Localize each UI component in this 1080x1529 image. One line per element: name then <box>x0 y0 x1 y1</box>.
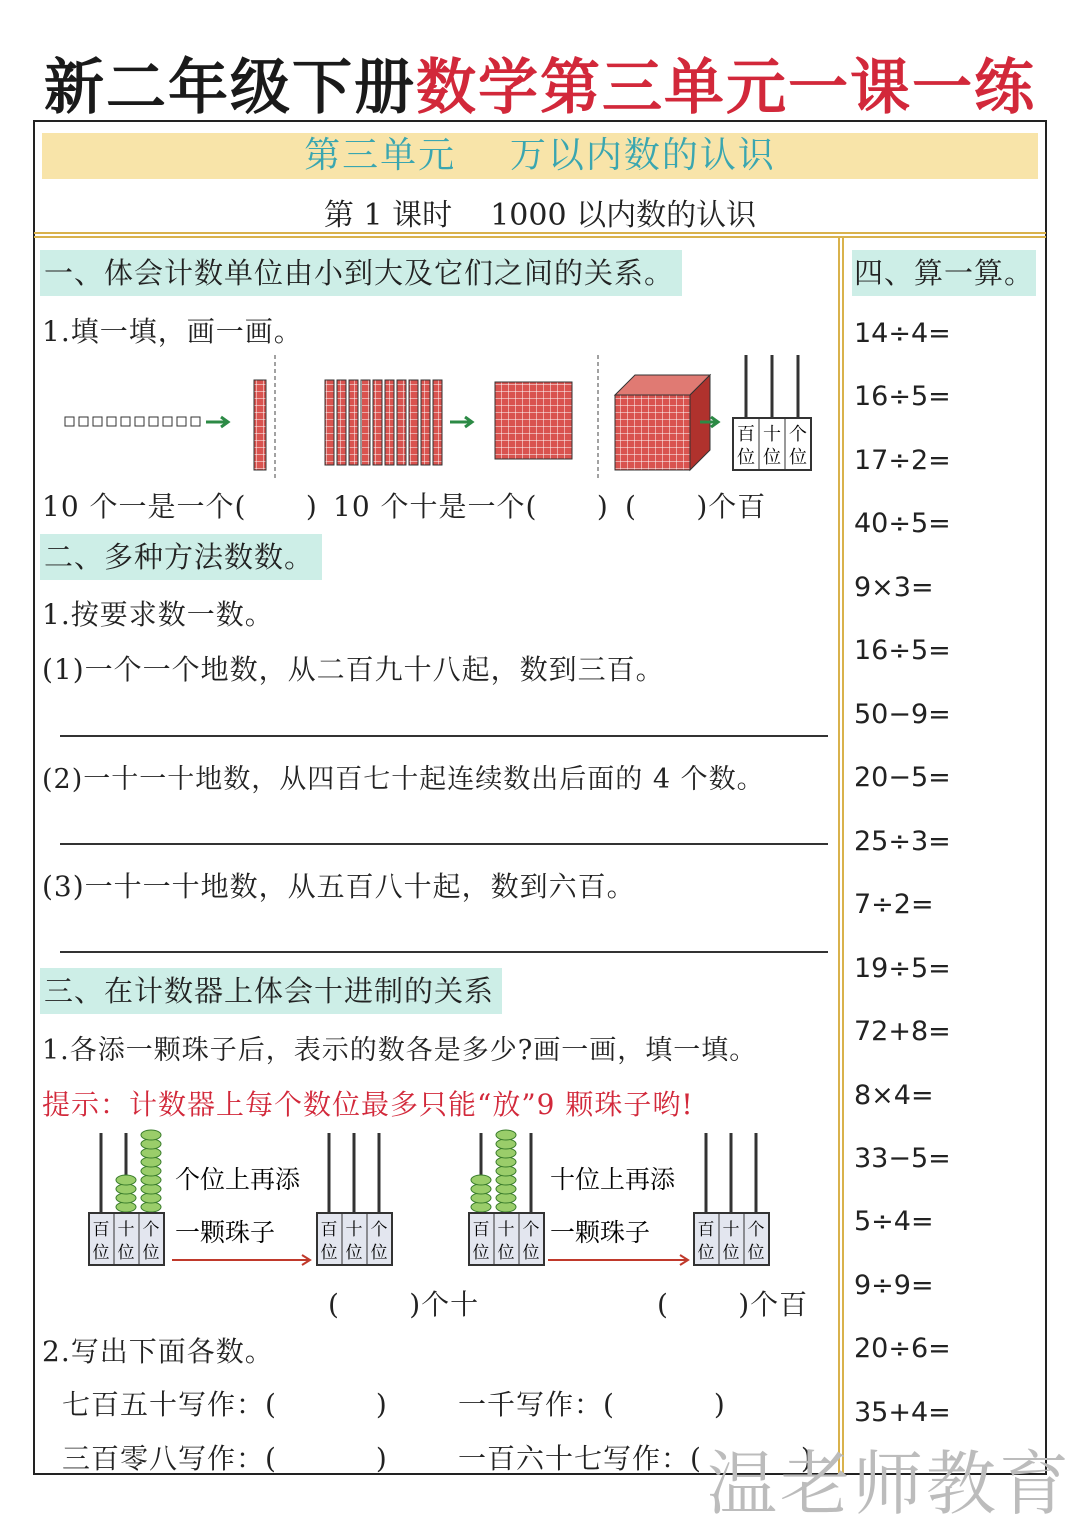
hundred-flat <box>495 382 572 459</box>
watermark: 温老师教育 <box>707 1443 1072 1525</box>
svg-text:位: 位 <box>722 1243 740 1263</box>
place-value-counter <box>733 355 811 470</box>
arrow-icon <box>206 417 228 427</box>
section3-question2: 2.写出下面各数。 <box>42 1335 274 1368</box>
calc-problem[interactable]: 7÷2= <box>854 889 934 920</box>
abacus-b-blank <box>694 1133 769 1265</box>
counting-task-3: (3)一十一十地数，从五百八十起，数到六百。 <box>42 870 636 903</box>
section4-heading: 四、算一算。 <box>852 250 1036 296</box>
counter-label-hundreds: 百 <box>737 424 755 445</box>
calc-problem[interactable]: 25÷3= <box>854 826 951 857</box>
ten-rod <box>254 380 266 470</box>
counter-label-place: 位 <box>737 447 755 468</box>
section1-question1: 1.填一填，画一画。 <box>42 315 303 348</box>
svg-text:百: 百 <box>320 1220 338 1240</box>
svg-text:位: 位 <box>497 1243 515 1263</box>
lesson-title: 第 1 课时 1000 以内数的认识 <box>323 198 757 233</box>
svg-text:位: 位 <box>320 1243 338 1263</box>
write-number-2[interactable]: 一千写作：( ) <box>458 1388 726 1421</box>
abacus-a-caption-bottom: 一颗珠子 <box>175 1218 276 1247</box>
abacus-a-answer[interactable]: ( )个十 <box>328 1288 480 1321</box>
fill-blank-2[interactable]: 10 个十是一个( ) <box>333 490 609 523</box>
svg-text:位: 位 <box>142 1243 160 1263</box>
svg-text:位: 位 <box>92 1243 110 1263</box>
ten-rods-group <box>325 380 442 465</box>
counter-label-ones: 个 <box>789 424 807 445</box>
section3-question1: 1.各添一颗珠子后，表示的数各是多少?画一画，填一填。 <box>42 1035 758 1066</box>
calc-problem[interactable]: 19÷5= <box>854 953 951 984</box>
calc-problem[interactable]: 5÷4= <box>854 1206 934 1237</box>
counting-task-1: (1)一个一个地数，从二百九十八起，数到三百。 <box>42 653 665 686</box>
svg-text:百: 百 <box>472 1220 490 1240</box>
calc-problem[interactable]: 16÷5= <box>854 381 951 412</box>
section1-heading: 一、体会计数单位由小到大及它们之间的关系。 <box>40 250 682 296</box>
thousand-cube <box>615 375 710 470</box>
calc-problem[interactable]: 14÷4= <box>854 318 951 349</box>
answer-line-3[interactable] <box>60 951 828 953</box>
abacus-a-start <box>89 1130 164 1265</box>
write-number-3[interactable]: 三百零八写作：( ) <box>62 1442 388 1475</box>
unit-banner: 第三单元 万以内数的认识 <box>42 133 1038 179</box>
section2-question1: 1.按要求数一数。 <box>42 598 274 631</box>
calc-problem[interactable]: 9÷9= <box>854 1270 934 1301</box>
base-ten-blocks-illustration <box>40 350 830 480</box>
svg-text:十: 十 <box>117 1220 135 1240</box>
section2-heading: 二、多种方法数数。 <box>40 534 322 580</box>
write-number-4[interactable]: 一百六十七写作：( ) <box>458 1442 813 1475</box>
calc-problem[interactable]: 20÷6= <box>854 1333 951 1364</box>
svg-text:个: 个 <box>747 1220 765 1240</box>
section3-heading: 三、在计数器上体会十进制的关系 <box>40 968 502 1014</box>
abacus-b-caption-top: 十位上再添 <box>550 1165 676 1194</box>
svg-text:位: 位 <box>747 1243 765 1263</box>
column-divider <box>838 238 844 1474</box>
calc-problem[interactable]: 35+4= <box>854 1397 951 1428</box>
abacus-b-caption-bottom: 一颗珠子 <box>550 1218 651 1247</box>
fill-blank-1[interactable]: 10 个一是一个( ) <box>42 490 318 523</box>
svg-text:个: 个 <box>522 1220 540 1240</box>
page-title <box>0 40 1080 126</box>
calc-problem[interactable]: 72+8= <box>854 1016 951 1047</box>
calc-problem[interactable]: 8×4= <box>854 1080 934 1111</box>
counting-task-2: (2)一十一十地数，从四百七十起连续数出后面的 4 个数。 <box>42 764 765 795</box>
answer-line-1[interactable] <box>60 735 828 737</box>
arrow-icon <box>548 1255 688 1265</box>
calc-problem[interactable]: 9×3= <box>854 572 934 603</box>
hint-text: 提示：计数器上每个数位最多只能“放”9 颗珠子哟! <box>42 1088 694 1121</box>
calc-problem[interactable]: 17÷2= <box>854 445 951 476</box>
page-title-part1: 新二年级下册 <box>44 53 416 123</box>
calc-problem[interactable]: 33−5= <box>854 1143 951 1174</box>
svg-text:个: 个 <box>370 1220 388 1240</box>
calc-problem[interactable]: 40÷5= <box>854 508 951 539</box>
svg-text:位: 位 <box>697 1243 715 1263</box>
answer-line-2[interactable] <box>60 843 828 845</box>
abacus-b-start <box>469 1130 544 1265</box>
arrow-icon <box>450 417 472 427</box>
svg-text:位: 位 <box>472 1243 490 1263</box>
ones-cubes <box>65 417 200 426</box>
abacus-b-answer[interactable]: ( )个百 <box>657 1288 809 1321</box>
calc-problem[interactable]: 20−5= <box>854 762 951 793</box>
write-number-1[interactable]: 七百五十写作：( ) <box>62 1388 388 1421</box>
calc-problem[interactable]: 16÷5= <box>854 635 951 666</box>
svg-text:百: 百 <box>697 1220 715 1240</box>
svg-text:十: 十 <box>345 1220 363 1240</box>
abacus-a-caption-top: 个位上再添 <box>175 1165 301 1194</box>
header-divider <box>34 232 1046 238</box>
arrow-icon <box>172 1255 310 1265</box>
abacus-a-blank <box>317 1133 392 1265</box>
svg-text:百: 百 <box>92 1220 110 1240</box>
svg-text:位: 位 <box>370 1243 388 1263</box>
svg-text:十: 十 <box>722 1220 740 1240</box>
svg-text:十: 十 <box>497 1220 515 1240</box>
svg-text:位: 位 <box>522 1243 540 1263</box>
page-title-part2: 数学第三单元一课一练 <box>416 53 1036 123</box>
svg-text:位: 位 <box>345 1243 363 1263</box>
counter-label-place: 位 <box>789 447 807 468</box>
abacus-exercise-illustration <box>80 1125 820 1275</box>
svg-text:位: 位 <box>117 1243 135 1263</box>
counter-label-place: 位 <box>763 447 781 468</box>
fill-blank-3[interactable]: ( )个百 <box>625 490 767 523</box>
svg-text:个: 个 <box>142 1220 160 1240</box>
calc-problem[interactable]: 50−9= <box>854 699 951 730</box>
counter-label-tens: 十 <box>763 424 781 445</box>
